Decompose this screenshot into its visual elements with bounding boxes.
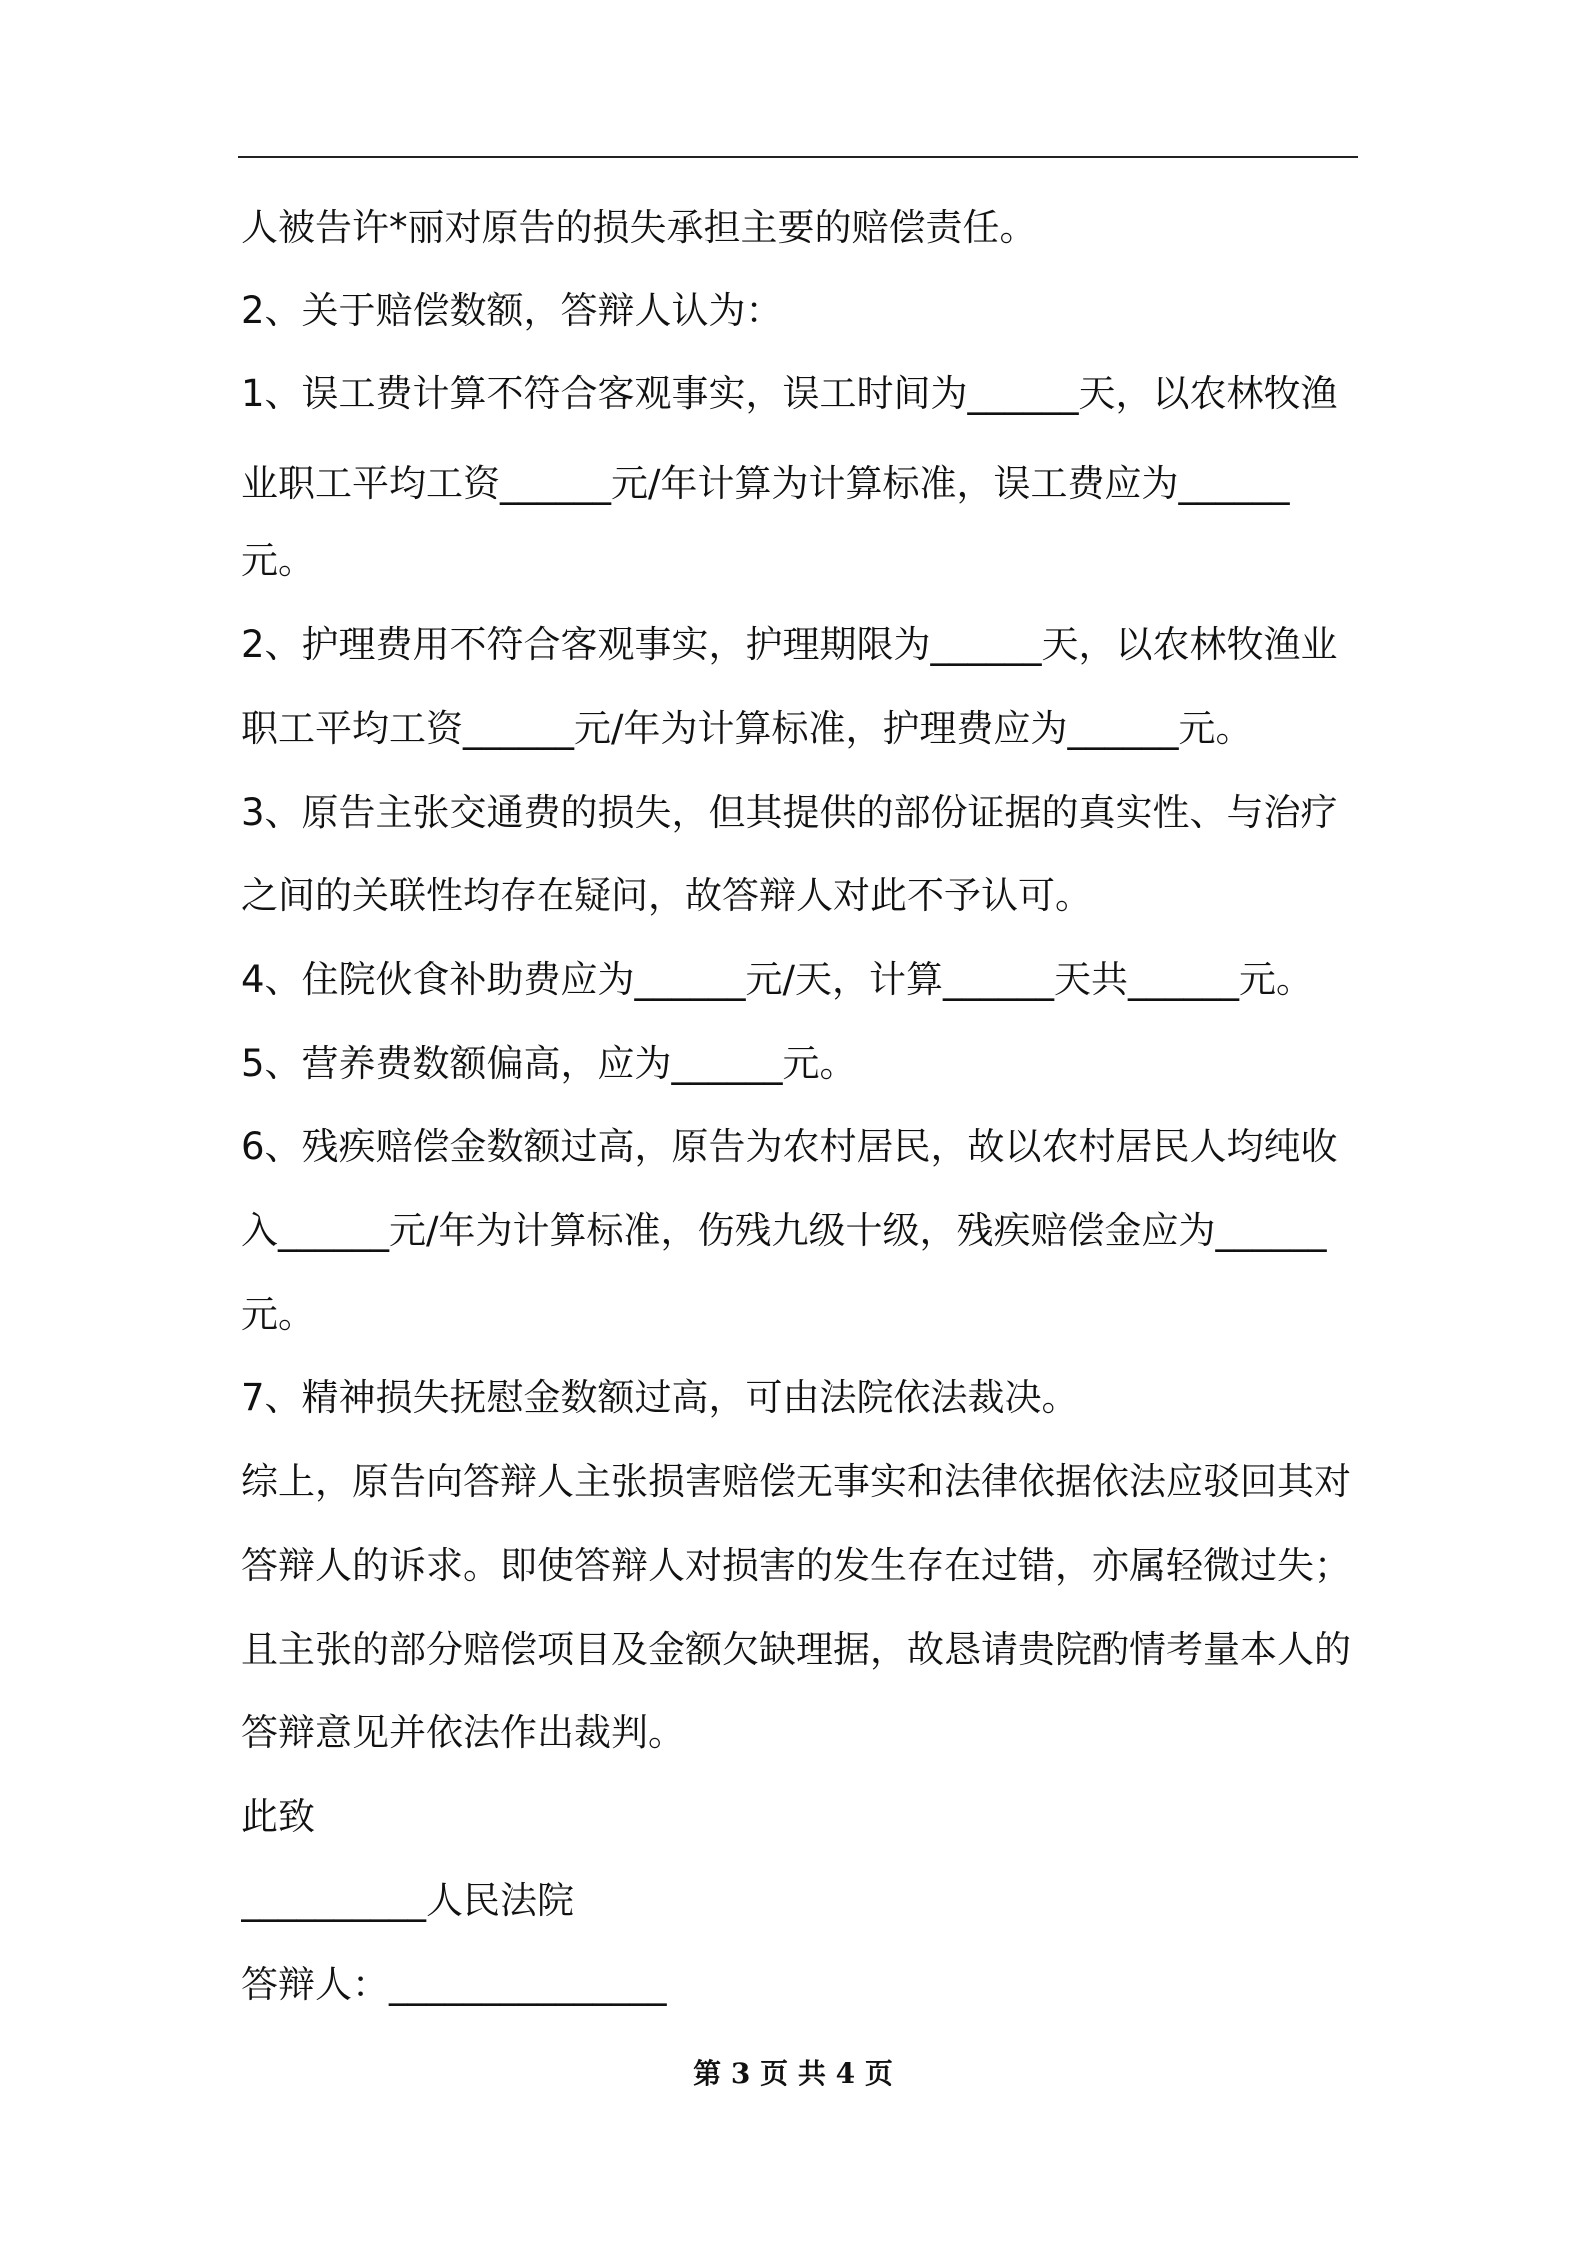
text-line: 2、护理费用不符合客观事实，护理期限为______天，以农林牧渔业 <box>241 623 1338 666</box>
text-line: 元。 <box>241 1293 315 1336</box>
page-number: 第 3 页 共 4 页 <box>693 2057 893 2090</box>
text-line: 入______元/年为计算标准，伤残九级十级，残疾赔偿金应为______ <box>241 1209 1327 1252</box>
text-line: 4、住院伙食补助费应为______元/天，计算______天共______元。 <box>241 958 1314 1001</box>
header-rule <box>238 156 1358 158</box>
respondent-line: 答辩人：_______________ <box>241 1963 667 2006</box>
salutation: 此致 <box>241 1795 315 1838</box>
text-line: 2、关于赔偿数额，答辩人认为： <box>241 289 783 332</box>
text-line: 1、误工费计算不符合客观事实，误工时间为______天，以农林牧渔 <box>241 372 1338 415</box>
text-line: 答辩意见并依法作出裁判。 <box>241 1711 685 1754</box>
court-line: __________人民法院 <box>241 1879 574 1922</box>
text-line: 5、营养费数额偏高，应为______元。 <box>241 1042 857 1085</box>
text-line: 人被告许*丽对原告的损失承担主要的赔偿责任。 <box>241 206 1037 249</box>
text-line: 3、原告主张交通费的损失，但其提供的部份证据的真实性、与治疗 <box>241 791 1338 834</box>
text-line: 职工平均工资______元/年为计算标准，护理费应为______元。 <box>241 707 1253 750</box>
text-line: 之间的关联性均存在疑问，故答辩人对此不予认可。 <box>241 874 1092 917</box>
text-line: 答辩人的诉求。即使答辩人对损害的发生存在过错，亦属轻微过失； <box>241 1544 1351 1587</box>
text-line: 业职工平均工资______元/年计算为计算标准，误工费应为______ <box>241 462 1290 505</box>
text-line: 且主张的部分赔偿项目及金额欠缺理据，故恳请贵院酌情考量本人的 <box>241 1628 1351 1671</box>
text-line: 综上，原告向答辩人主张损害赔偿无事实和法律依据依法应驳回其对 <box>241 1460 1351 1503</box>
text-line: 元。 <box>241 539 315 582</box>
text-line: 7、精神损失抚慰金数额过高，可由法院依法裁决。 <box>241 1376 1079 1419</box>
text-line: 6、残疾赔偿金数额过高，原告为农村居民，故以农村居民人均纯收 <box>241 1125 1338 1168</box>
